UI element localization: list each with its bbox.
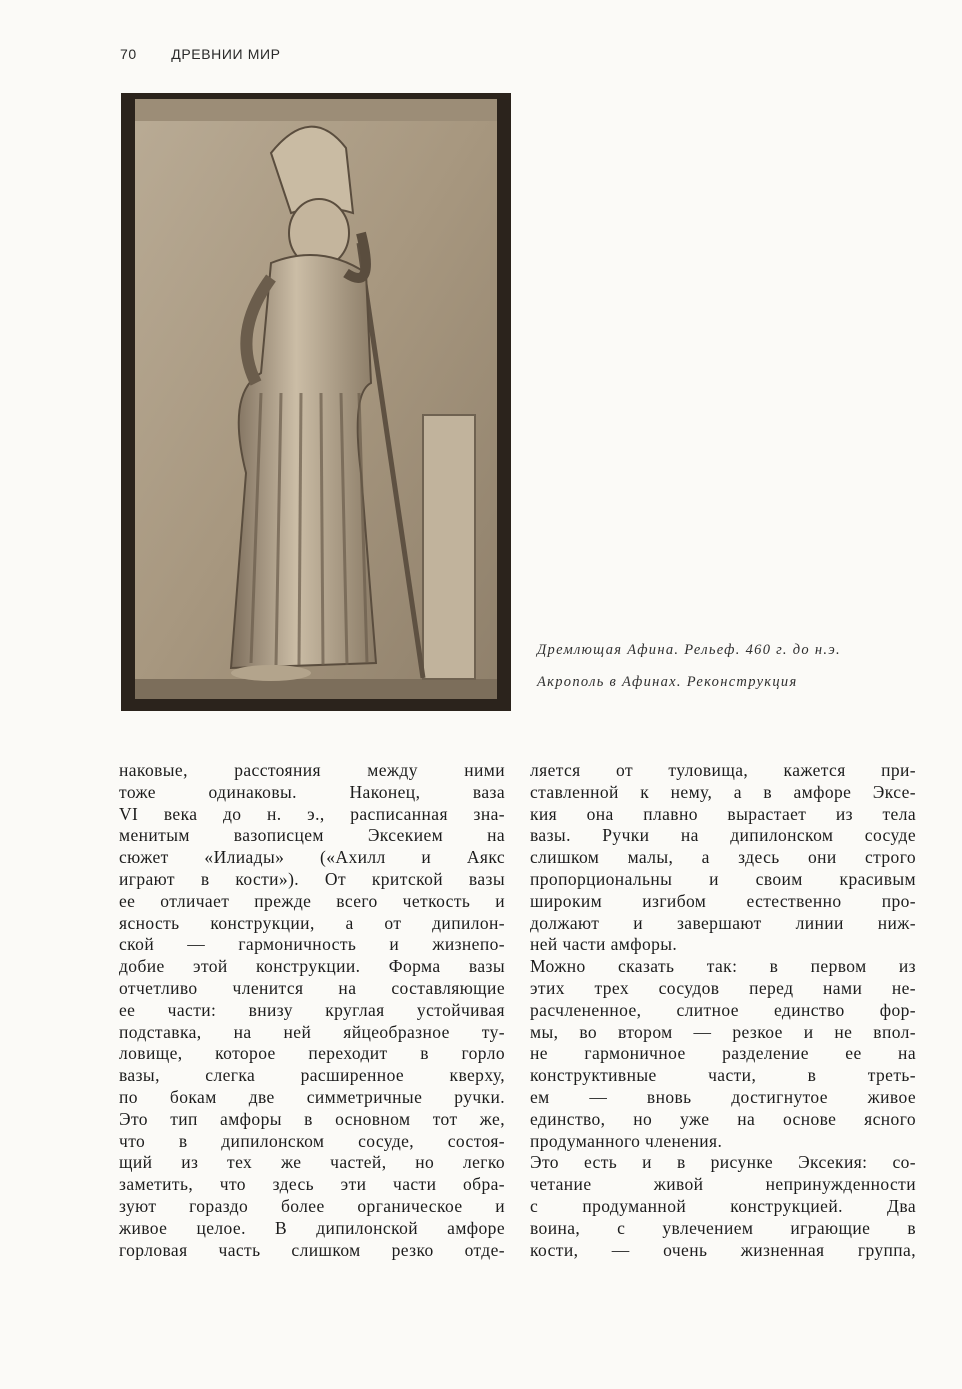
- figure-caption: [537, 640, 897, 692]
- text-line: подставка, на ней яйцеобразное ту-: [119, 1021, 505, 1042]
- text-line: воина, с увлечением играющие в: [530, 1217, 916, 1238]
- text-line: ляется от туловища, кажется при-: [530, 760, 916, 780]
- text-line: по бокам две симметричные ручки.: [119, 1086, 505, 1107]
- text-line: мы, во втором — резкое и не впол-: [530, 1021, 916, 1042]
- text-line: тоже одинаковы. Наконец, ваза: [119, 781, 505, 802]
- text-line: с продуманной конструкцией. Два: [530, 1195, 916, 1216]
- caption-title: Дремлющая Афина. Рельеф. 460 г. до н.э.: [537, 642, 841, 658]
- running-header: [120, 46, 281, 62]
- text-line: кости, — очень жизненная группа,: [530, 1239, 916, 1260]
- text-line: менитым вазописцем Эксекием на: [119, 825, 505, 846]
- text-line: отчетливо членится на составляющие: [119, 977, 505, 998]
- text-line: ской — гармоничность и жизнепо-: [119, 934, 505, 955]
- text-line: продуманного членения.: [530, 1130, 723, 1151]
- text-line: щий из тех же частей, но легко: [119, 1152, 505, 1173]
- text-line: ставленной к нему, а в амфоре Эксе-: [530, 781, 916, 802]
- text-line: добие этой конструкции. Форма вазы: [119, 956, 505, 977]
- text-line: пропорциональны и своим красивым: [530, 868, 916, 889]
- athena-relief-image: [121, 93, 511, 711]
- relief-photo: [121, 93, 511, 711]
- text-line: конструктивные части, в треть-: [530, 1065, 916, 1086]
- text-line: ем — вновь достигнутое живое: [530, 1086, 916, 1107]
- text-line: ней части амфоры.: [530, 934, 678, 955]
- text-line: ее отличает прежде всего четкость и: [119, 890, 505, 911]
- page-number: 70: [120, 46, 137, 62]
- text-line: горловая часть слишком резко отде-: [119, 1239, 505, 1260]
- text-line: Это есть и в рисунке Эксекия: со-: [530, 1152, 916, 1173]
- text-line: Можно сказать так: в первом из: [530, 956, 916, 977]
- text-line: слишком малы, а здесь они строго: [530, 847, 916, 868]
- text-line: живое целое. В дипилонской амфоре: [119, 1217, 505, 1238]
- text-line: играют в кости»). От критской вазы: [119, 868, 505, 889]
- text-line: сюжет «Илиады» («Ахилл и Аякс: [119, 847, 505, 868]
- text-line: кия она плавно вырастает из тела: [530, 803, 916, 824]
- text-line: вазы. Ручки на дипилонском сосуде: [530, 825, 916, 846]
- text-line: зуют гораздо более органическое и: [119, 1195, 505, 1216]
- text-line: вазы, слегка расширенное кверху,: [119, 1065, 505, 1086]
- text-line: ловище, которое переходит в горло: [119, 1043, 505, 1064]
- text-line: что в дипилонском сосуде, состоя-: [119, 1130, 505, 1151]
- text-line: ее части: внизу круглая устойчивая: [119, 999, 505, 1020]
- text-line: четание живой непринужденности: [530, 1174, 916, 1195]
- caption-location: Акрополь в Афинах. Реконструкция: [537, 674, 798, 690]
- text-line: этих трех сосудов перед нами не-: [530, 977, 916, 998]
- text-line: должают и завершают линии ниж-: [530, 912, 916, 933]
- running-title: ДРЕВНИИ МИР: [171, 46, 281, 62]
- text-line: Это тип амфоры в основном тот же,: [119, 1108, 505, 1129]
- text-line: заметить, что здесь эти части обра-: [119, 1174, 505, 1195]
- text-line: наковые, расстояния между ними: [119, 760, 505, 780]
- text-line: ясность конструкции, а от дипилон-: [119, 912, 505, 933]
- text-line: VI века до н. э., расписанная зна-: [119, 803, 505, 824]
- text-line: широким изгибом естественно про-: [530, 890, 916, 911]
- text-column-right: [530, 760, 916, 1261]
- text-line: расчлененное, слитное единство фор-: [530, 999, 916, 1020]
- text-column-left: [119, 760, 505, 1261]
- text-line: не гармоничное разделение ее на: [530, 1043, 916, 1064]
- text-line: единство, но уже на основе ясного: [530, 1108, 916, 1129]
